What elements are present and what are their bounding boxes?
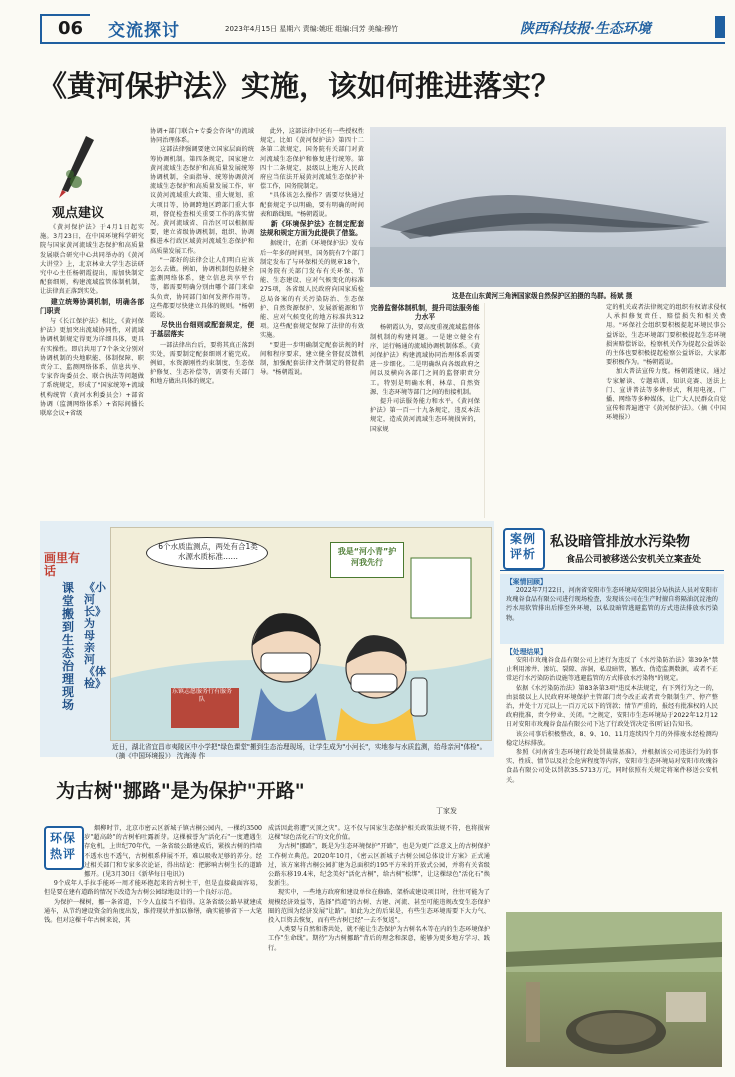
lead-col1-h1: 建立统筹协调机制，明确各部门职责 — [40, 297, 144, 315]
section-title: 交流探讨 — [108, 21, 180, 41]
case-law-p2: 依据《水污染防治法》第83条第3项"违反本法规定，有下列行为之一的，由县级以上人民政府环境保护主管部门责令改正或者责令限制生产、停产整治，并处十万元以上一百万元以下的罚款；情节严重的，报经有批准权的人民政府批准，责令停业、关闭。"之规定，安阳市生态环境局于2022年12月12日对安阳市玫瑰谷食品有限公司下达了行政处罚决定书(听证)告知书。 — [506, 684, 718, 729]
headline: 《黄河保护法》实施，该如何推进落实？ — [38, 69, 561, 103]
issue-meta: 2023年4月15日 星期六 责编:姚旺 组编:闫芳 美编:穆竹 — [225, 25, 399, 33]
comic-side-title-sub: 《小河长》为母亲河《体检》 — [84, 581, 106, 690]
lead-col4-h1: 完善监督体制机制，提升司法服务能力水平 — [370, 304, 480, 322]
case-law-p4: 参照《河南省生态环境行政处罚裁量基准》，并根据该公司违法行为的事实、性质、情节以及社会危害程度等内容，安阳市生态环境局对安阳市玫瑰谷食品有限公司处以罚款35.5713万元，同时依照有关规定将案件移送公安机关。 — [506, 749, 718, 784]
lead-col3-p1: 此外，这部法律中还有一些授权性规定。比如《黄河保护法》第四十二条第二款规定，国务院有关部门对黄河流域生态保护和修复进行统筹。第四十二条规定，县级以上地方人民政府应当依法开展黄河流域生态保护补偿工作，国务院制定。 — [260, 128, 364, 191]
lead-col5-p2: 加大普法宣传力度。杨朝霞建议，通过专家解读、专题培训、知识竞赛、送法上门、宣讲普法等多种形式，利用电视、广播、网络等多种媒体，让广大人民群众自觉宣传和普遍遵守《黄河保护法》。（摘《中国环境报》） — [606, 368, 726, 422]
tree-col-1 — [44, 824, 262, 1069]
pen-illustration — [46, 130, 116, 200]
lead-col5-p1: 定的机关或者法律规定的组织有权请求侵权人承担修复责任、赔偿损失和相关费用。"环保社会组织要积极提起环境民事公益诉讼，生态环境部门要积极提起生态环境损害赔偿诉讼，检察机关作为提起公益诉讼的主体也要积极提起检察公益诉讼，大家都要积极作为。"杨朝霞说。 — [606, 304, 726, 367]
case-law-p3: 该公司事后积极整改，8、9、10、11月连续四个月的外排废水经检测均稳定达标排放。 — [506, 730, 718, 747]
case-law-text — [506, 656, 718, 906]
lead-col2-p2: 这部法律强调要建立国家层面的统筹协调机制。第四条规定，国家建立黄河流域生态保护和高质量发展统筹协调机制，全面指导、统筹协调黄河流域生态保护和高质量发展工作，审议黄河流域重大政策、重大规划、重大项目等，协调跨地区跨部门重大事项，督促检查相关重要工作的落实情况。黄河流域省、自治区可以根据需要，建立省级协调机制，组织、协调推进本行政区域黄河流域生态保护和高质量发展工作。 — [150, 146, 254, 255]
case-review-text: 2022年7月22日，河南省安阳市生态环境局安阳县分局执法人员对安阳市玫瑰谷食品有限公司进行现场检查，发现该公司在生产时擅自将隔油沉淀池的污水用软管排出后排至外环境，以私设暗管逃避监管的方式违法排放水污染物。 — [506, 587, 718, 622]
lead-col-3 — [260, 127, 364, 518]
lead-col2-p1: 协调+部门联合+专委会咨询"的流域协同治理体系。 — [150, 128, 254, 145]
photo-caption: 这是在山东黄河三角洲国家级自然保护区拍摄的鸟群。杨斌 摄 — [452, 292, 633, 300]
column-tag: 观点建议 — [52, 206, 105, 221]
tree-col-2 — [268, 824, 490, 1069]
lead-col-1 — [40, 223, 144, 518]
tree-col1-p1: 烟柳时节，北京市密云区新城子镇古桐公园内，一棵约3500岁"超高龄"的古树柏吐露新芽。这棵被誉为"活化石"一度遭遇生存危机，上世纪70年代，一条省级公路建成后，紧挨古树的挡墙不透水也不透气，古树根系伸展不开，难以吸收足够的养分。经过相关部门和专家多次论证，得出结论：把影响古树生长的道路挪开。(见3月30日《新华每日电讯》) — [84, 825, 262, 879]
tree-col1-p3: 为保护一棵树，挪一条省道，下令人直接当不值得。这条省级公路早就建成通车，从节约建设资金的角度出发，维持现状并加以修缮，确实能够省下一大笔钱。但对这棵千年古树来说，其 — [44, 898, 262, 925]
comic-side-title-main: 课堂搬到生态治理现场 — [62, 581, 75, 712]
bird-flock — [370, 127, 726, 287]
lead-col-2 — [150, 127, 254, 518]
case-law-p1: 安阳市玫瑰谷食品有限公司上述行为违反了《水污染防治法》第39条"禁止利用渗井、渗坑、裂隙、溶洞，私设暗管，篡改、伪造监测数据，或者不正常运行水污染防治设施等逃避监管的方式排放水污染物"的规定。 — [506, 657, 718, 683]
paper-name: 陕西科技报·生态环境 — [520, 21, 651, 37]
lead-col-5 — [606, 303, 726, 518]
lead-col4-p1: 杨朝霞认为，要高度重视流域监督体制机制的构建问题。一是建立健全有序、运行畅通的流域协调机制体系。《黄河保护法》构建流域协同治理体系需要进一步细化。二是明确纵向各级政府之间以及横向各部门之间的监督职责分工。特别是明确水利、林草、自然资源、生态环境等部门之间的衔接机制。 — [370, 324, 480, 396]
case-title: 私设暗管排放水污染物 — [550, 534, 690, 550]
tree-col2-p1: 成活因此将遭"灭顶之灾"。这不仅与国家生态保护相关政策法规不符，也将损害这棵"绿色活化石"的文化价值。 — [268, 825, 490, 842]
lead-col1-p1: 《黄河保护法》于4月1日起实施。3月23日，在中国环境科学研究院与国家黄河流域生态保护和高质量发展联合研究中心共同举办的《黄河大讲堂》上，北京林业大学生态法研究中心主任杨朝霞提出，需加快制定配套细则，构建流域监管体制机制，让法律真正落到实处。 — [40, 224, 144, 296]
lead-col3-h1: 新《环境保护法》在制定配套法规和规定方面为此提供了借鉴。 — [260, 220, 364, 238]
comic-banner-text: 东镇志愿服务行有服务队 — [172, 688, 233, 703]
lead-col3-p4: "要进一步明确制定配套法规的时间和程序要求，建立健全督促反馈机制，加强配套法律文件制定的督促指导。"杨朝霞说。 — [260, 341, 364, 377]
comic-bubble-right-text: 我是“河小青”护河我先行 — [337, 547, 397, 567]
tree-author: 丁家发 — [436, 807, 457, 815]
lead-col2-p4: 一部法律出台后，要将其真正落到实处，需要制定配套细则才能完成。例如，水资源刚性约束制度、生态保护修复、生态补偿等，需要有关部门和地方做出具体的规定。 — [150, 341, 254, 386]
masthead — [0, 12, 735, 48]
tree-col2-p2: 为古树"挪路"，既是为生态环境保护"开路"，也是为更广泛意义上的古树保护工作树立典范。2020年10月，《密云区新城子古树公园总体设计方案》正式通过，该方案将古桐公园扩建为总面积约195平方米的开放式公园，并将有关省级公路东移19.4米，纪念美好"活化古桐"，给古树"松绑"，让这棵绿色"活化石"焕发新生。 — [268, 843, 490, 888]
case-law-head: 【处理结果】 — [506, 648, 547, 656]
comic-side-title-top: 画里有话 — [44, 551, 81, 578]
tree-headline: 为古树"挪路"是为保护"开路" — [56, 780, 305, 802]
lead-col2-p3: "一部好的法律会让人们明白应该怎么去做。例如，协调机制包括健全监测网络体系，建立信息共享平台等，都需要明确分别由哪个部门来牵头负责，协同部门如何发挥作用等。这些都要尽快建立具体的规则。"杨朝霞说。 — [150, 256, 254, 320]
case-review-head: 【案情回顾】 — [506, 578, 547, 586]
lead-col1-p2: 与《长江保护法》相比，《黄河保护法》更加突出流域协同性，对流域协调机制规定得更为详细具体，更具有实操性。即启共用了7个条文分别对协调机制的央地职能、体制保障、职责分工、监测网络体系、信息共享、专家咨询委员会、联合执法等问题做了系统规定，形成了"国家统筹+流域机构统管（黄河水利委员会）+部省协调（监测网络体系）+省际间播长联席会议+省级 — [40, 318, 144, 418]
corner-mark — [715, 16, 725, 38]
tree-col2-p3: 现实中，一些地方政府和建设单位在修路、架桥或建设项目时，往往可能为了规模经济效益等，选择"挡道"的古树、古建、河流、甚至可能违规改变生态保护圈的范围为经济发展"让路"。如此为之的后果是，有些生态环境需要下大力气、投入巨资去恢复，而有些古树已经"一去不复返"。 — [268, 889, 490, 925]
comic-caption: 近日，湖北省宜昌市夷陵区中小学把"绿色课堂"搬到生态治理现场，让学生成为"小河长"，实地参与水质监测，给母亲河"体检"。（摘《中国环境报》） 沈海涛 作 — [112, 743, 487, 760]
masthead-rule — [40, 42, 725, 44]
page-number: 06 — [58, 18, 84, 39]
bird-photo — [370, 127, 726, 287]
lead-col3-p2: "具体该怎么操作？需要尽快通过配套规定予以明确，要有明确的时间表和路线图。"杨朝霞说。 — [260, 192, 364, 218]
case-subtitle: 食品公司被移送公安机关立案查处 — [566, 555, 702, 565]
tree-col1-p2: 9个成年人手拉手能环一周才能环抱起来的古树主干，但是直接截面容易，但是要在建有道路的情况下改造为古树公园绿地设计的一个良好示范。 — [44, 880, 262, 897]
tree-col2-p4: 人类要与自然和谐共处，就不能让生态保护为古树名木等在内的生态环境保护工作"生命线"。期待"为古树挪路"背后的理念和深意，能够为更多地方学习、践行。 — [268, 926, 490, 952]
lead-divider — [484, 303, 485, 518]
case-photo — [506, 912, 722, 1067]
lead-col-4 — [370, 303, 480, 518]
lead-col2-h1: 尽快出台细则或配套规定，便于基层落实 — [150, 321, 254, 339]
sewage-pipe-scene — [506, 912, 722, 1067]
case-tag: 案例评析 — [509, 532, 536, 561]
case-rule — [500, 570, 724, 571]
hot-comment-tag: 环保热评 — [49, 831, 76, 861]
lead-col4-p2: 提升司法服务能力和水平。《黄河保护法》第一百一十九条规定，违反本法规定，造成黄河流域生态环境损害的，国家规 — [370, 398, 480, 433]
comic-bubble-left-text: 6个水质监测点，两处有合1类水源水质标准…… — [158, 542, 258, 561]
lead-col3-p3: 据统计，在新《环境保护法》发布后一年多的时间里，国务院有7个部门制定发布了与环保相关的规章18个，国务院有关部门发布有关环保、节能、生态建设、应对气候变化的标准275项，各省级人民政府向国家质检总局备案的有关污染防治、生态保护、自然资源保护、发展新能源和节能、应对气候变化的地方标准共312项。这些配套规定保障了法律的有效实施。 — [260, 240, 364, 340]
